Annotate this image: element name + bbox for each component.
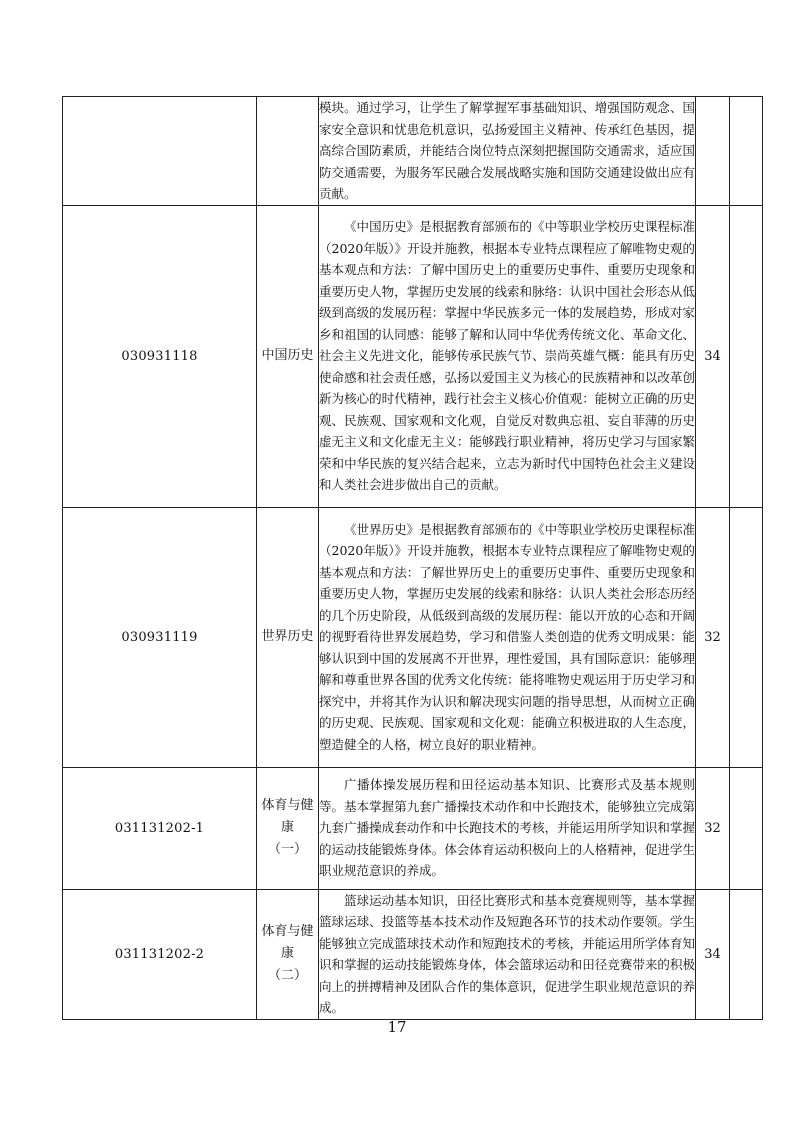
course-note-cell xyxy=(730,507,763,767)
course-name-cell: 体育与健康 （二） xyxy=(257,889,319,1019)
course-table xyxy=(62,96,763,1020)
course-name-cell: 体育与健康 （一） xyxy=(257,767,319,889)
course-name-cell: 中国历史 xyxy=(257,205,319,507)
course-description-cell xyxy=(319,767,696,889)
course-description: 广播体操发展历程和田径运动基本知识、比赛形式及基本规则等。基本掌握第九套广播操技术动作和中长跑技术，能够独立完成第九套广播操成套动作和中长跑技术的考核，并能运用所学知识和掌握的运动技能锻炼身体。体会体育运动积极向上的人格精神，促进学生职业规范意识的养成。 xyxy=(319,777,695,879)
course-code-cell: 031131202-1 xyxy=(63,767,257,889)
course-description: 《中国历史》是根据教育部颁布的《中等职业学校历史课程标准（2020年版）》开设并施教，根据本专业特点课程应了解唯物史观的基本观点和方法：了解中国历史上的重要历史事件、重要历史现象和重要历史人物，掌握历史发展的线索和脉络：认识中国社会形态从低级到高级的发展历程：掌握中华民族多元一体的发展趋势，形成对家乡和祖国的认同感：能够了解和认同中华优秀传统文化、革命文化、社会主义先进文化，能够传承民族气节、崇尚英雄气概：能具有历史使命感和社会责任感，弘扬以爱国主义为核心的民族精神和以改革创新为核心的时代精神，践行社会主义核心价值观：能树立正确的历史观、民族观、国家观和文化观，自觉反对数典忘祖、妄自菲薄的历史虚无主义和文化虚无主义：能够践行职业精神，将历史学习与国家繁荣和中华民族的复兴结合起来，立志为新时代中国特色社会主义建设和人类社会进步做出自己的贡献。 xyxy=(319,219,695,493)
course-code-cell: 031131202-2 xyxy=(63,889,257,1019)
course-hours-cell xyxy=(696,97,730,206)
table-row xyxy=(63,205,763,507)
course-description: 模块。通过学习，让学生了解掌握军事基础知识、增强国防观念、国家安全意识和忧患危机意识，弘扬爱国主义精神、传承红色基因，提高综合国防素质，并能结合岗位特点深刻把握国防交通需求，适应国防交通需要，为服务军民融合发展战略实施和国防交通建设做出应有贡献。 xyxy=(319,100,695,201)
course-note-cell xyxy=(730,205,763,507)
course-code-cell xyxy=(63,97,257,206)
course-hours-cell: 32 xyxy=(696,507,730,767)
table-row xyxy=(63,97,763,206)
course-description-cell xyxy=(319,889,696,1019)
course-note-cell xyxy=(730,889,763,1019)
course-code-cell: 030931119 xyxy=(63,507,257,767)
course-hours-cell: 32 xyxy=(696,767,730,889)
course-hours-cell: 34 xyxy=(696,205,730,507)
table-row xyxy=(63,767,763,889)
course-description: 篮球运动基本知识，田径比赛形式和基本竞赛规则等，基本掌握篮球运球、投篮等基本技术动作及短跑各环节的技术动作要领。学生能够独立完成篮球技术动作和短跑技术的考核，并能运用所学体育知识和掌握的运动技能锻炼身体，体会篮球运动和田径竞赛带来的积极向上的拼搏精神及团队合作的集体意识，促进学生职业规范意识的养成。 xyxy=(319,892,695,1015)
table-row xyxy=(63,889,763,1019)
course-code-cell: 030931118 xyxy=(63,205,257,507)
course-hours-cell: 34 xyxy=(696,889,730,1019)
course-description-cell xyxy=(319,507,696,767)
page-number: 17 xyxy=(387,1018,407,1036)
course-description-cell xyxy=(319,97,696,206)
course-description: 《世界历史》是根据教育部颁布的《中等职业学校历史课程标准（2020年版）》开设并施教，根据本专业特点课程应了解唯物史观的基本观点和方法：了解世界历史上的重要历史事件、重要历史现象和重要历史人物，掌握历史发展的线索和脉络：认识人类社会形态历经的几个历史阶段，从低级到高级的发展历程：能以开放的心态和开阔的视野看待世界发展趋势，学习和借鉴人类创造的优秀文明成果：能够认识到中国的发展离不开世界，理性爱国，具有国际意识：能够理解和尊重世界各国的优秀文化传统：能将唯物史观运用于历史学习和探究中，并将其作为认识和解决现实问题的指导思想，从而树立正确的历史观、民族观、国家观和文化观：能确立积极进取的人生态度，塑造健全的人格，树立良好的职业精神。 xyxy=(319,521,695,752)
course-name-cell xyxy=(257,97,319,206)
course-note-cell xyxy=(730,767,763,889)
course-description-cell xyxy=(319,205,696,507)
course-note-cell xyxy=(730,97,763,206)
table-row xyxy=(63,507,763,767)
course-name-cell: 世界历史 xyxy=(257,507,319,767)
